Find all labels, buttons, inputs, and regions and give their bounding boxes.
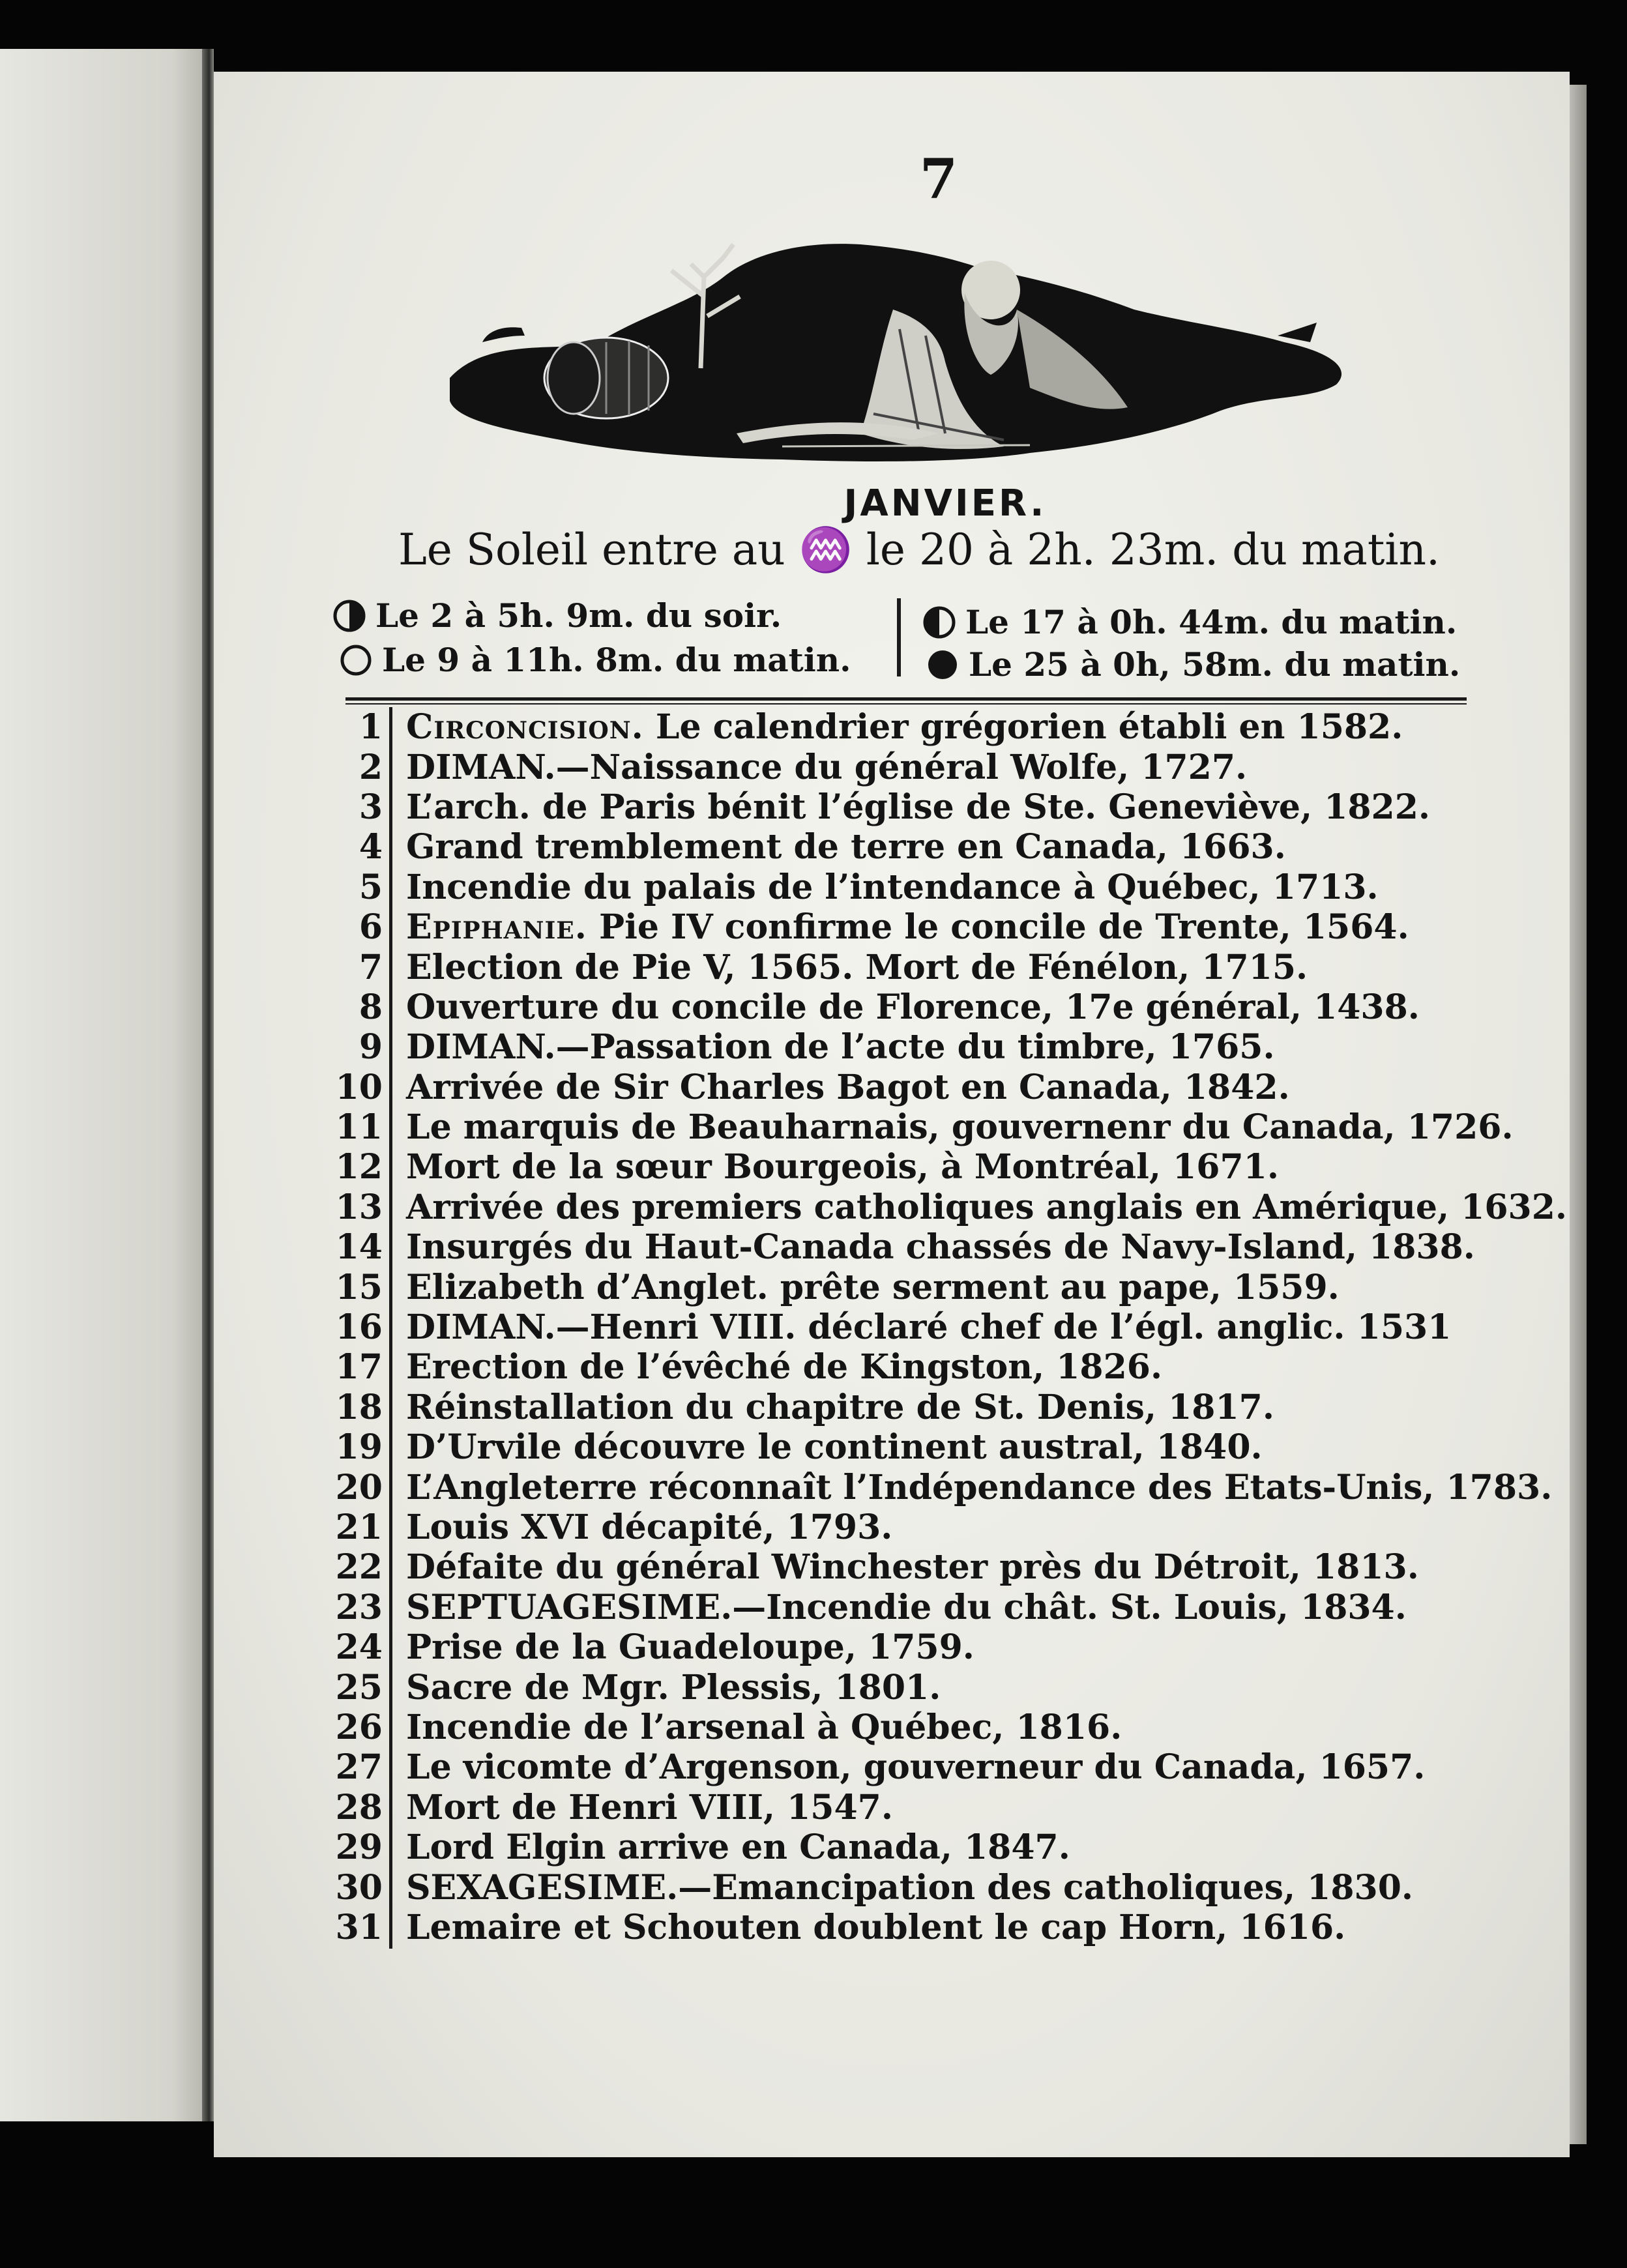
day-event: [389, 1147, 1279, 1187]
event-text: Grand tremblement de terre en Canada, 1663.: [406, 827, 1286, 867]
event-text: Louis XVI décapité, 1793.: [406, 1507, 893, 1547]
calendar-entry: [326, 867, 1493, 907]
day-number: 14: [335, 1227, 383, 1268]
calendar-entry: [326, 1867, 1493, 1907]
event-text: DIMAN.—Henri VIII. déclaré chef de l’égl. anglic. 1531: [406, 1307, 1452, 1348]
father-time-woodcut-icon: [443, 238, 1356, 499]
moon-phase-full: [339, 641, 851, 679]
calendar-entry: [326, 1307, 1493, 1347]
event-text: SEXAGESIME.—Emancipation des catholiques, 1830.: [406, 1867, 1413, 1908]
day-number: 24: [335, 1627, 383, 1668]
day-number: 27: [335, 1747, 383, 1788]
calendar-entry: [326, 1388, 1493, 1427]
book-spine: [202, 49, 214, 2121]
moon-phase-new: [926, 645, 1460, 684]
event-text: Le marquis de Beauharnais, gouvernenr du Canada, 1726.: [406, 1107, 1514, 1148]
calendar-entry: [326, 1627, 1493, 1667]
day-number: 22: [335, 1547, 383, 1588]
event-text: Le vicomte d’Argenson, gouverneur du Canada, 1657.: [406, 1747, 1426, 1788]
event-text: Sacre de Mgr. Plessis, 1801.: [406, 1667, 941, 1708]
event-text: Pie IV confirme le concile de Trente, 1564.: [598, 907, 1409, 948]
sun-zodiac-entry: Le Soleil entre au ♒ le 20 à 2h. 23m. du matin.: [398, 525, 1441, 575]
first-quarter-moon-icon: [332, 599, 366, 633]
event-text: Lemaire et Schouten doublent le cap Horn, 1616.: [406, 1907, 1346, 1947]
day-number: 20: [335, 1467, 383, 1507]
calendar-entry: [326, 1147, 1493, 1187]
day-event: [389, 748, 1247, 787]
day-number: 26: [335, 1707, 383, 1747]
table-rule-thin: [345, 703, 1467, 705]
day-event: [389, 907, 1409, 947]
month-title: JANVIER.: [843, 482, 1047, 525]
day-number: 5: [359, 867, 383, 907]
moon-phase-last-quarter: [922, 603, 1457, 641]
calendar-entry: [326, 1187, 1567, 1227]
moon-phase-text: Le 17 à 0h. 44m. du matin.: [965, 603, 1458, 641]
event-text: Mort de Henri VIII, 1547.: [406, 1787, 893, 1827]
day-number: 16: [335, 1307, 383, 1348]
day-event: [389, 787, 1430, 827]
event-text: Incendie du palais de l’intendance à Québec, 1713.: [406, 867, 1379, 907]
day-event: [389, 987, 1420, 1027]
event-text: Elizabeth d’Anglet. prête serment au pape, 1559.: [406, 1267, 1340, 1307]
calendar-entry: [326, 1227, 1493, 1267]
event-text: Ouverture du concile de Florence, 17e général, 1438.: [406, 987, 1420, 1027]
day-number: 23: [335, 1587, 383, 1627]
calendar-entry: [326, 1667, 1493, 1707]
day-event: [389, 1268, 1340, 1307]
calendar-entry: [326, 1827, 1493, 1867]
day-event: [389, 1187, 1567, 1227]
calendar-entry: [326, 1547, 1493, 1587]
event-text: Insurgés du Haut-Canada chassés de Navy-Island, 1838.: [406, 1227, 1475, 1268]
full-moon-icon: [339, 643, 373, 677]
event-text: SEPTUAGESIME.—Incendie du chât. St. Louis, 1834.: [406, 1587, 1407, 1627]
day-event: [389, 1547, 1419, 1587]
moon-phase-text: Le 9 à 11h. 8m. du matin.: [382, 641, 851, 679]
event-text: L’arch. de Paris bénit l’église de Ste. Geneviève, 1822.: [406, 787, 1431, 827]
day-number: 18: [335, 1387, 383, 1427]
event-text: Réinstallation du chapitre de St. Denis, 1817.: [406, 1387, 1274, 1427]
day-event: [389, 1868, 1413, 1908]
day-event: [389, 1227, 1475, 1267]
day-number: 15: [335, 1267, 383, 1307]
event-text: DIMAN.—Naissance du général Wolfe, 1727.: [406, 747, 1248, 787]
calendar-entry: [326, 1107, 1514, 1148]
moon-phase-text: Le 2 à 5h. 9m. du soir.: [375, 596, 782, 635]
day-number: 3: [359, 787, 383, 827]
event-text: Incendie de l’arsenal à Québec, 1816.: [406, 1707, 1122, 1747]
calendar-entry: [326, 747, 1493, 787]
calendar-entries: [326, 707, 1567, 1947]
event-text: L’Angleterre réconnaît l’Indépendance des Etats-Unis, 1783.: [406, 1467, 1553, 1507]
day-event: [389, 1107, 1514, 1147]
day-event: [389, 707, 1403, 747]
moon-phase-first-quarter: [332, 596, 782, 635]
calendar-entry: [326, 827, 1493, 867]
page-edge: [1570, 85, 1587, 2144]
day-event: [389, 1708, 1122, 1747]
day-event: [389, 867, 1379, 907]
day-number: 13: [335, 1187, 383, 1227]
day-event: [389, 1347, 1162, 1387]
page-number: 7: [919, 147, 958, 211]
day-number: 17: [335, 1347, 383, 1388]
day-number: 28: [335, 1787, 383, 1827]
event-text: Mort de la sœur Bourgeois, à Montréal, 1671.: [406, 1147, 1279, 1187]
event-text: Prise de la Guadeloupe, 1759.: [406, 1627, 975, 1668]
day-number: 9: [359, 1027, 383, 1068]
day-event: [389, 948, 1308, 987]
day-number: 2: [359, 747, 383, 787]
calendar-entry: [326, 1347, 1493, 1387]
day-event: [389, 827, 1286, 867]
day-number: 7: [359, 947, 383, 987]
day-number: 10: [335, 1067, 383, 1107]
day-number: 6: [359, 907, 383, 948]
day-event: [389, 1068, 1290, 1107]
event-text: Erection de l’évêché de Kingston, 1826.: [406, 1347, 1163, 1388]
day-number: 30: [335, 1867, 383, 1908]
calendar-entry: [326, 1027, 1493, 1067]
last-quarter-moon-icon: [922, 605, 956, 639]
event-text: Lord Elgin arrive en Canada, 1847.: [406, 1827, 1070, 1868]
calendar-entry: [326, 1507, 1493, 1547]
day-event: [389, 1908, 1345, 1947]
calendar-entry: [326, 1588, 1493, 1627]
day-number: 21: [335, 1507, 383, 1547]
day-number: 31: [335, 1907, 383, 1947]
day-number: 11: [335, 1107, 383, 1148]
day-number: 4: [359, 827, 383, 867]
day-event: [389, 1468, 1552, 1507]
feast-name: Circoncision.: [406, 707, 644, 748]
calendar-entry: [326, 1427, 1493, 1467]
calendar-entry: [326, 907, 1493, 947]
event-text: Election de Pie V, 1565. Mort de Fénélon, 1715.: [406, 947, 1308, 987]
calendar-entry: [326, 987, 1493, 1027]
day-event: [389, 1307, 1451, 1347]
day-event: [389, 1668, 941, 1708]
calendar-entry: [326, 1068, 1493, 1107]
day-number: 8: [359, 987, 383, 1027]
day-number: 19: [335, 1427, 383, 1468]
day-event: [389, 1027, 1275, 1067]
day-number: 1: [359, 707, 383, 748]
event-text: Arrivée des premiers catholiques anglais en Amérique, 1632.: [406, 1187, 1567, 1227]
event-text: DIMAN.—Passation de l’acte du timbre, 1765.: [406, 1027, 1275, 1068]
day-event: [389, 1747, 1425, 1787]
day-event: [389, 1588, 1407, 1627]
moon-phase-text: Le 25 à 0h, 58m. du matin.: [969, 645, 1461, 684]
new-moon-icon: [926, 648, 960, 682]
calendar-entry: [326, 1788, 1493, 1827]
event-text: Défaite du général Winchester près du Détroit, 1813.: [406, 1547, 1419, 1588]
calendar-entry: [326, 1708, 1493, 1747]
day-event: [389, 1427, 1263, 1467]
feast-name: Epiphanie.: [406, 907, 587, 948]
event-text: Arrivée de Sir Charles Bagot en Canada, 1842.: [406, 1067, 1290, 1107]
event-text: Le calendrier grégorien établi en 1582.: [655, 707, 1403, 748]
day-number: 25: [335, 1667, 383, 1708]
phase-divider: [897, 598, 901, 676]
table-rule: [345, 697, 1467, 701]
calendar-entry: [326, 1267, 1493, 1307]
day-number: 29: [335, 1827, 383, 1868]
calendar-entry: [326, 787, 1493, 827]
day-event: [389, 1388, 1274, 1427]
calendar-entry: [326, 1467, 1553, 1507]
day-event: [389, 1507, 892, 1547]
calendar-entry: [326, 1908, 1493, 1947]
calendar-entry: [326, 947, 1493, 987]
day-event: [389, 1827, 1070, 1867]
day-number: 12: [335, 1147, 383, 1187]
event-text: D’Urvile découvre le continent austral, 1840.: [406, 1427, 1263, 1468]
day-event: [389, 1788, 893, 1827]
calendar-entry: [326, 1747, 1493, 1787]
calendar-entry: [326, 707, 1493, 747]
day-event: [389, 1627, 975, 1667]
facing-page: [0, 49, 202, 2121]
